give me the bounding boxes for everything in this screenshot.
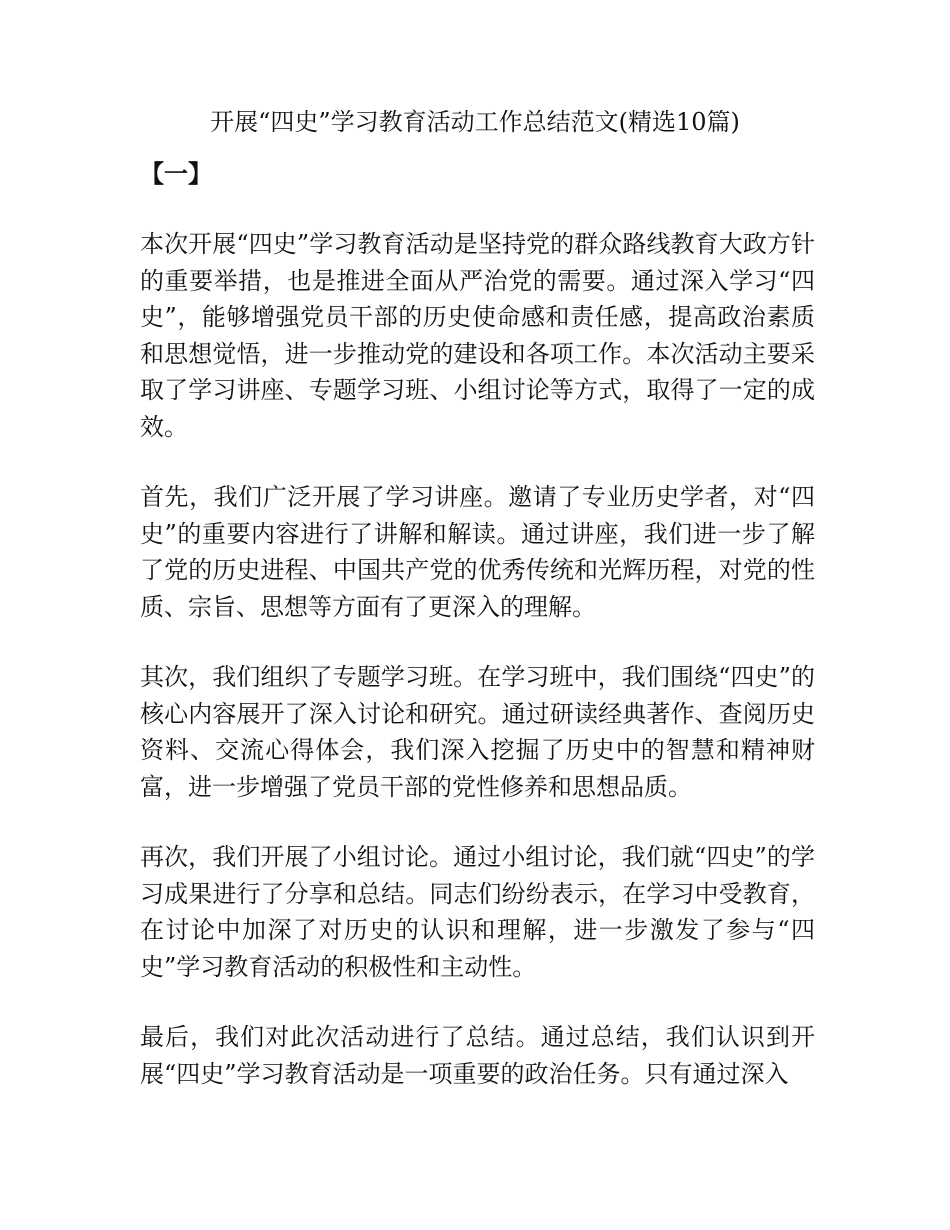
section-marker: 【一】: [140, 159, 212, 188]
paragraph-intro: 本次开展“四史”学习教育活动是坚持党的群众路线教育大政方针的重要举措，也是推进全面从严治党的需要。通过深入学习“四史”，能够增强党员干部的历史使命感和责任感，提高政治素质和思想觉悟，进一步推动党的建设和各项工作。本次活动主要采取了学习讲座、专题学习班、小组讨论等方式，取得了一定的成效。: [140, 230, 815, 441]
paragraph-lectures: 首先，我们广泛开展了学习讲座。邀请了专业历史学者，对“四史”的重要内容进行了讲解和解读。通过讲座，我们进一步了解了党的历史进程、中国共产党的优秀传统和光辉历程，对党的性质、宗旨、思想等方面有了更深入的理解。: [140, 483, 815, 621]
paragraph-group-discussion: 再次，我们开展了小组讨论。通过小组讨论，我们就“四史”的学习成果进行了分享和总结。同志们纷纷表示，在学习中受教育，在讨论中加深了对历史的认识和理解，进一步激发了参与“四史”学习教育活动的积极性和主动性。: [140, 843, 815, 981]
paragraph-study-class: 其次，我们组织了专题学习班。在学习班中，我们围绕“四史”的核心内容展开了深入讨论和研究。通过研读经典著作、查阅历史资料、交流心得体会，我们深入挖掘了历史中的智慧和精神财富，进一步增强了党员干部的党性修养和思想品质。: [140, 663, 815, 801]
document-body: [140, 226, 815, 1126]
paragraph-summary: 最后，我们对此次活动进行了总结。通过总结，我们认识到开展“四史”学习教育活动是一项重要的政治任务。只有通过深入: [140, 1023, 815, 1088]
document-title: 开展“四史”学习教育活动工作总结范文(精选10篇): [210, 108, 740, 136]
